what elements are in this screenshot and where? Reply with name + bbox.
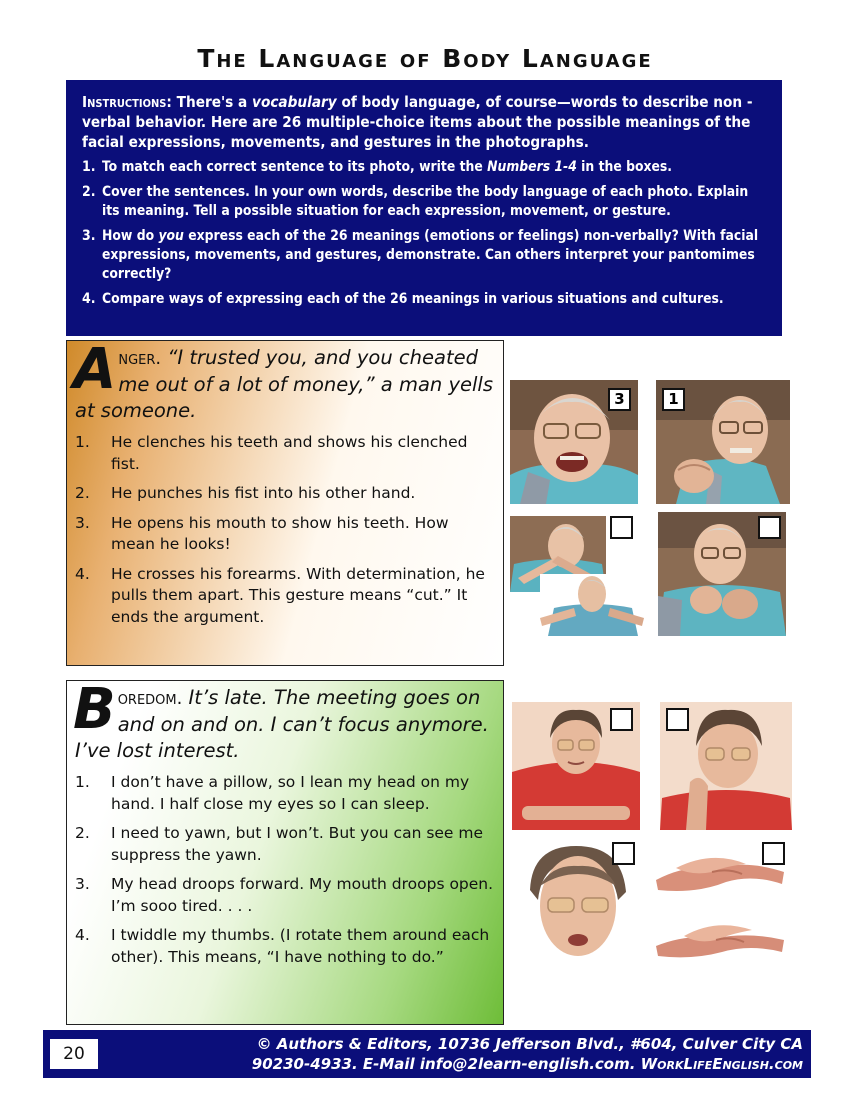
instructions-panel	[66, 80, 782, 336]
footer	[43, 1030, 811, 1078]
boredom-answer-box-2[interactable]	[666, 708, 689, 731]
footer-line-2: 90230-4933. E-Mail info@2learn-english.com. WorkLifeEnglish.com	[251, 1055, 803, 1073]
footer-brand-link[interactable]: WorkLifeEnglish.com	[640, 1055, 803, 1073]
boredom-heading	[73, 677, 497, 764]
boredom-answer-box-3[interactable]	[612, 842, 635, 865]
intro-emphasis: vocabulary	[252, 93, 337, 111]
instructions-lead: Instructions:	[82, 93, 172, 111]
step-text: How do you express each of the 26 meanings (emotions or feelings) non-verbally? With facial expressions, movements, and gestures, demonstrate. Can others interpret your pantomimes correctly?	[102, 228, 759, 282]
step-number: 2.	[82, 184, 96, 200]
instructions-intro	[82, 92, 766, 152]
boredom-item: 3. My head droops forward. My mouth droops open. I’m sooo tired. . . .	[75, 875, 494, 915]
boredom-item: 4. I twiddle my thumbs. (I rotate them around each other). This means, “I have nothing to do.”	[75, 926, 490, 966]
instruction-step	[82, 290, 766, 309]
footer-line-1: © Authors & Editors, 10736 Jefferson Blvd., #604, Culver City CA	[256, 1035, 803, 1053]
page-number: 20	[50, 1039, 98, 1069]
anger-drop-letter: A	[73, 337, 117, 402]
instructions-steps	[82, 158, 766, 309]
step-number: 1.	[82, 159, 96, 175]
anger-answer-box-1[interactable]: 3	[608, 388, 631, 411]
boredom-photo-hands-b	[656, 908, 784, 964]
anger-answer-box-2[interactable]: 1	[662, 388, 685, 411]
step-text: Cover the sentences. In your own words, describe the body language of each photo. Explain its meaning. Tell a possible situation for each expression, movement, or gesture.	[102, 184, 749, 219]
boredom-answer-box-4[interactable]	[762, 842, 785, 865]
anger-scenario: “I trusted you, and you cheated me out of a lot of money,” a man yells at someone.	[75, 346, 493, 422]
anger-answer-box-4[interactable]	[758, 516, 781, 539]
boredom-scenario: It’s late. The meeting goes on and on and on. I can’t focus anymore. I’ve lost interest.	[75, 686, 489, 762]
page-title: The Language of Body Language	[197, 44, 653, 73]
anger-photo-crossed-forearms-b	[540, 574, 644, 636]
instruction-step	[82, 183, 766, 221]
intro-after: of body language, of course—words to describe non -verbal behavior. Here are 26 multiple-choice items about the possible meanings of the facial expressions, movements, and gestures in the photographs.	[82, 93, 753, 151]
step-text: To match each correct sentence to its photo, write the Numbers 1-4 in the boxes.	[102, 159, 673, 175]
boredom-items	[75, 772, 497, 968]
step-text: Compare ways of expressing each of the 26 meanings in various situations and cultures.	[102, 291, 724, 307]
anger-answer-box-3[interactable]	[610, 516, 633, 539]
intro-before: There's a	[171, 93, 253, 111]
boredom-drop-letter: B	[73, 677, 116, 742]
anger-item: 2. He punches his fist into his other hand.	[75, 484, 416, 502]
anger-heading	[73, 337, 497, 424]
anger-lead: nger.	[118, 348, 162, 369]
boredom-answer-box-1[interactable]	[610, 708, 633, 731]
boredom-item: 1. I don’t have a pillow, so I lean my head on my hand. I half close my eyes so I can sleep.	[75, 773, 470, 813]
boredom-item: 2. I need to yawn, but I won’t. But you can see me suppress the yawn.	[75, 824, 484, 864]
anger-item: 3. He opens his mouth to show his teeth. How mean he looks!	[75, 513, 449, 553]
anger-items	[75, 432, 497, 628]
boredom-panel	[66, 677, 504, 1025]
anger-item: 1. He clenches his teeth and shows his clenched fist.	[75, 433, 468, 473]
boredom-lead: oredom.	[117, 688, 183, 709]
anger-panel	[66, 337, 504, 666]
footer-contact	[103, 1034, 803, 1074]
instruction-step	[82, 227, 766, 284]
anger-item: 4. He crosses his forearms. With determination, he pulls them apart. This gesture means “cut.” It ends the argument.	[75, 564, 485, 626]
step-number: 3.	[82, 228, 96, 244]
step-number: 4.	[82, 291, 96, 307]
instruction-step	[82, 158, 766, 177]
